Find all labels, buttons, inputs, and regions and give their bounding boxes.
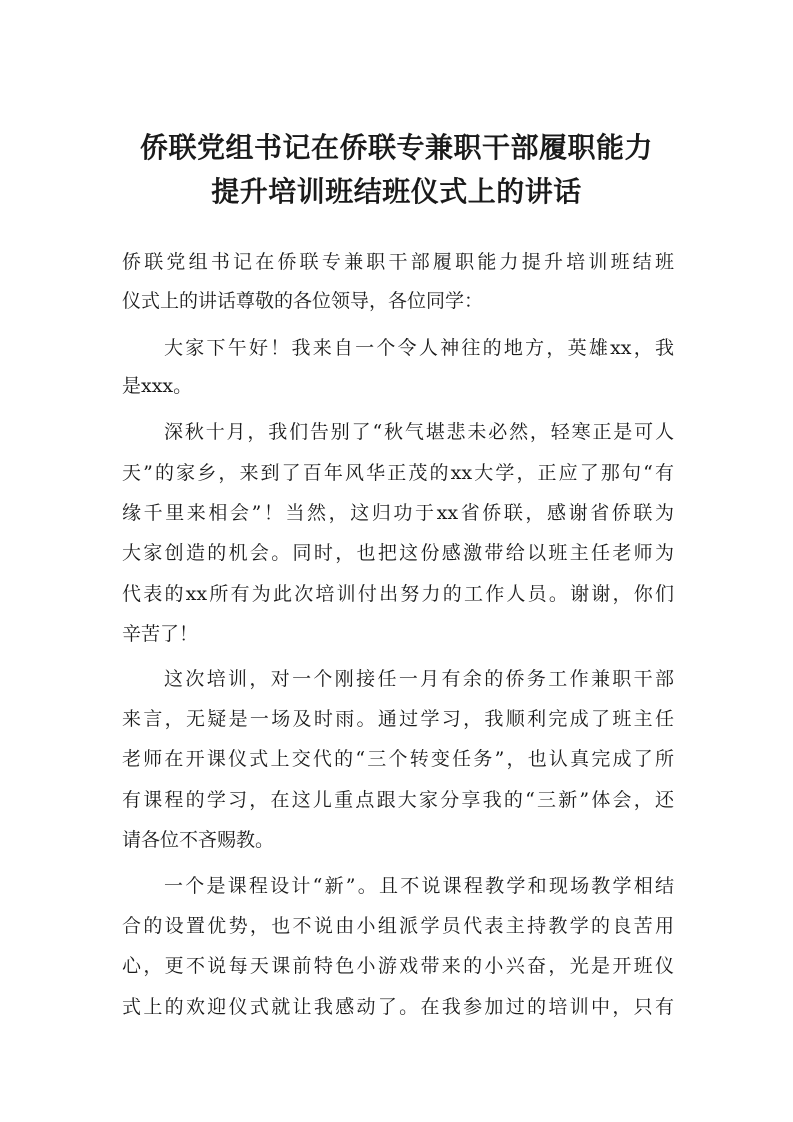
- body-text-line: 合的设置优势，也不说由小组派学员代表主持教学的良苦用: [122, 915, 674, 937]
- body-text-line: 心，更不说每天课前特色小游戏带来的小兴奋，光是开班仪: [122, 955, 674, 977]
- body-text-line: 一个是课程设计“新”。且不说课程教学和现场教学相结: [164, 875, 674, 897]
- body-text-line: 是xxx。: [122, 375, 193, 397]
- body-text-line: 缘千里来相会”！当然，这归功于xx省侨联，感谢省侨联为: [122, 502, 674, 524]
- body-text-line: 代表的xx所有为此次培训付出努力的工作人员。谢谢，你们: [122, 583, 674, 605]
- document-title-line-2: 提升培训班结班仪式上的讲话: [211, 175, 582, 208]
- body-text-line: 大家创造的机会。同时，也把这份感激带给以班主任老师为: [122, 542, 674, 564]
- body-text-line: 请各位不吝赐教。: [122, 829, 275, 851]
- body-text-line: 这次培训，对一个刚接任一月有余的侨务工作兼职干部: [164, 668, 674, 690]
- body-text-line: 式上的欢迎仪式就让我感动了。在我参加过的培训中，只有: [122, 996, 674, 1018]
- body-text-line: 大家下午好！我来自一个令人神往的地方，英雄xx，我: [164, 337, 674, 359]
- body-text-line: 天”的家乡，来到了百年风华正茂的xx大学，正应了那句“有: [122, 462, 674, 484]
- body-text-line: 老师在开课仪式上交代的“三个转变任务”，也认真完成了所: [122, 748, 674, 770]
- body-text-line: 有课程的学习，在这儿重点跟大家分享我的“三新”体会，还: [122, 789, 674, 811]
- body-text-line: 深秋十月，我们告别了“秋气堪悲未必然，轻寒正是可人: [164, 421, 674, 443]
- document-title-line-1: 侨联党组书记在侨联专兼职干部履职能力: [139, 131, 653, 164]
- body-text-line: 仪式上的讲话尊敬的各位领导，各位同学：: [122, 290, 484, 312]
- body-text-line: 来言，无疑是一场及时雨。通过学习，我顺利完成了班主任: [122, 708, 674, 730]
- body-text-line: 辛苦了！: [122, 623, 199, 645]
- body-text-line: 侨联党组书记在侨联专兼职干部履职能力提升培训班结班: [122, 251, 674, 273]
